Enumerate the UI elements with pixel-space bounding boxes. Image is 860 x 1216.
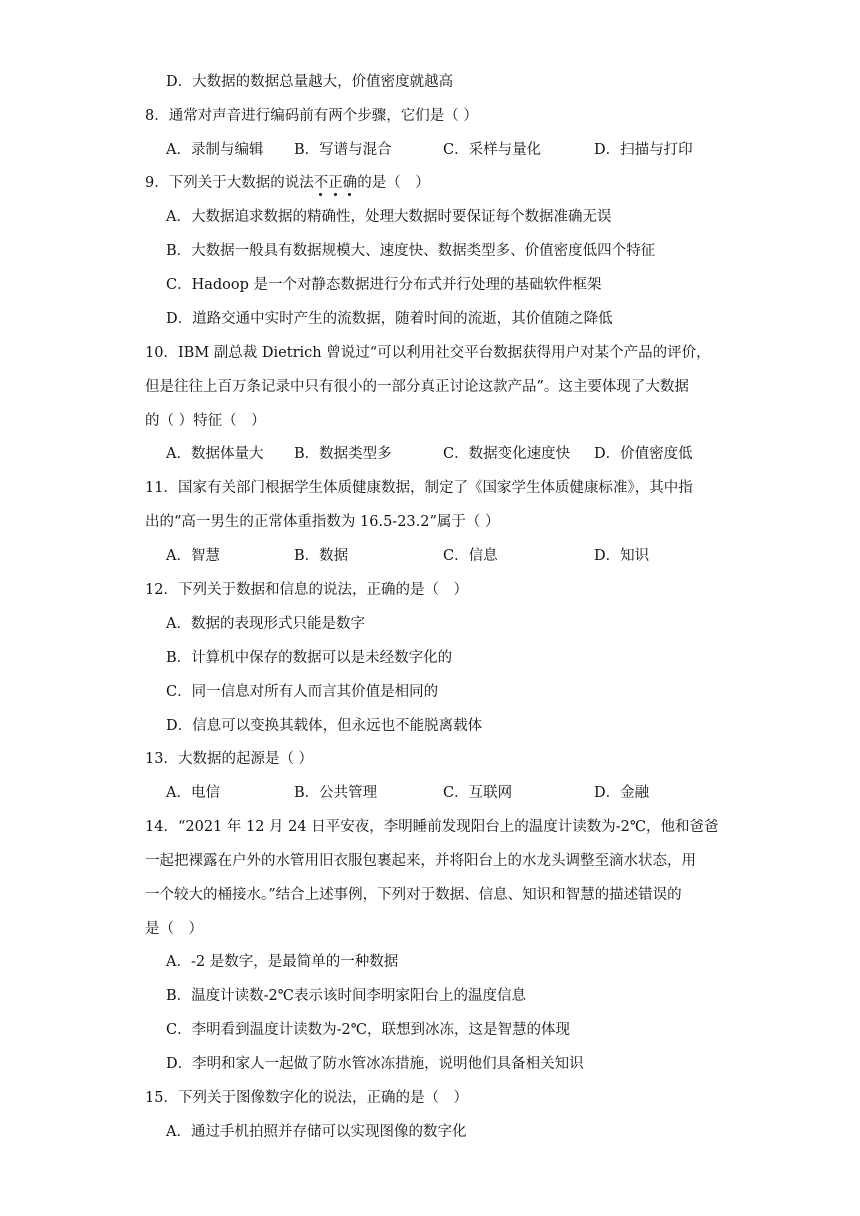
q11-option-b: B．数据 [294,548,349,564]
q8-option-b: B．写谱与混合 [294,142,392,158]
q8-option-d: D．扫描与打印 [594,142,693,158]
q9-option-b: B．大数据一般具有数据规模大、速度快、数据类型多、价值密度低四个特征 [166,243,656,259]
q13-option-a: A．电信 [166,785,220,801]
q9-option-d: D．道路交通中实时产生的流数据，随着时间的流逝，其价值随之降低 [166,311,613,327]
q11-stem-line1: 11．国家有关部门根据学生体质健康数据，制定了《国家学生体质健康标准》，其中指 [145,480,693,496]
q15-option-a: A．通过手机拍照并存储可以实现图像的数字化 [166,1124,467,1140]
q14-stem-line3: 一个较大的桶接水。”结合上述事例，下列对于数据、信息、知识和智慧的描述错误的 [145,887,682,903]
q10-stem-line3: 的（ ）特征（ ） [145,413,266,429]
q10-stem-line2: 但是往往上百万条记录中只有很小的一部分真正讨论这款产品”。这主要体现了大数据 [145,379,689,395]
q12-stem: 12．下列关于数据和信息的说法，正确的是（ ） [145,582,468,598]
emphasis-char: 确 [342,175,358,191]
q14-option-c: C．李明看到温度计读数为-2℃，联想到冰冻，这是智慧的体现 [166,1022,570,1038]
q7-option-d: D．大数据的数据总量越大，价值密度就越高 [166,74,454,90]
q14-option-b: B．温度计读数-2℃表示该时间李明家阳台上的温度信息 [166,988,526,1004]
q9-option-c: C．Hadoop 是一个对静态数据进行分布式并行处理的基础软件框架 [166,277,602,293]
q10-stem-line1: 10．IBM 副总裁 Dietrich 曾说过“可以利用社交平台数据获得用户对某个产品的评价， [145,345,711,361]
q9-option-a: A．大数据追求数据的精确性，处理大数据时要保证每个数据准确无误 [166,209,612,225]
q8-option-c: C．采样与量化 [443,142,542,158]
q10-option-d: D．价值密度低 [594,446,693,462]
q12-option-a: A．数据的表现形式只能是数字 [166,616,365,632]
q11-option-c: C．信息 [443,548,498,564]
q10-option-b: B．数据类型多 [294,446,392,462]
q8-option-a: A．录制与编辑 [166,142,264,158]
q11-option-a: A．智慧 [166,548,220,564]
q14-stem-line1: 14．“2021 年 12 月 24 日平安夜，李明睡前发现阳台上的温度计读数为-2℃，他和爸爸 [145,819,719,835]
q13-option-c: C．互联网 [443,785,513,801]
q9-stem [145,173,430,193]
q12-option-b: B．计算机中保存的数据可以是未经数字化的 [166,650,453,666]
q15-stem: 15．下列关于图像数字化的说法，正确的是（ ） [145,1090,468,1106]
q14-option-a: A．-2 是数字，是最简单的一种数据 [166,954,399,970]
q12-option-c: C．同一信息对所有人而言其价值是相同的 [166,684,439,700]
emphasis-char: 正 [328,175,343,191]
q14-stem-line2: 一起把裸露在户外的水管用旧衣服包裹起来，并将阳台上的水龙头调整至滴水状态，用 [145,853,696,869]
q13-option-d: D．金融 [594,785,650,801]
q9-stem-part3: 的是（ ） [357,175,430,191]
q10-option-a: A．数据体量大 [166,446,264,462]
q10-option-c: C．数据变化速度快 [443,446,571,462]
q11-option-d: D．知识 [594,548,650,564]
q14-option-d: D．李明和家人一起做了防水管冰冻措施，说明他们具备相关知识 [166,1056,584,1072]
q9-stem-emphasis [314,175,358,191]
q8-stem: 8．通常对声音进行编码前有两个步骤，它们是（ ） [145,108,478,124]
emphasis-char: 不 [313,175,329,191]
q9-stem-part1: 9．下列关于大数据的说法 [145,175,314,191]
q13-stem: 13．大数据的起源是（ ） [145,751,314,767]
q13-option-b: B．公共管理 [294,785,378,801]
q12-option-d: D．信息可以变换其载体，但永远也不能脱离载体 [166,718,483,734]
q14-stem-line4: 是（ ） [145,921,203,937]
q11-stem-line2: 出的“高一男生的正常体重指数为 16.5-23.2”属于（ ） [145,514,500,530]
